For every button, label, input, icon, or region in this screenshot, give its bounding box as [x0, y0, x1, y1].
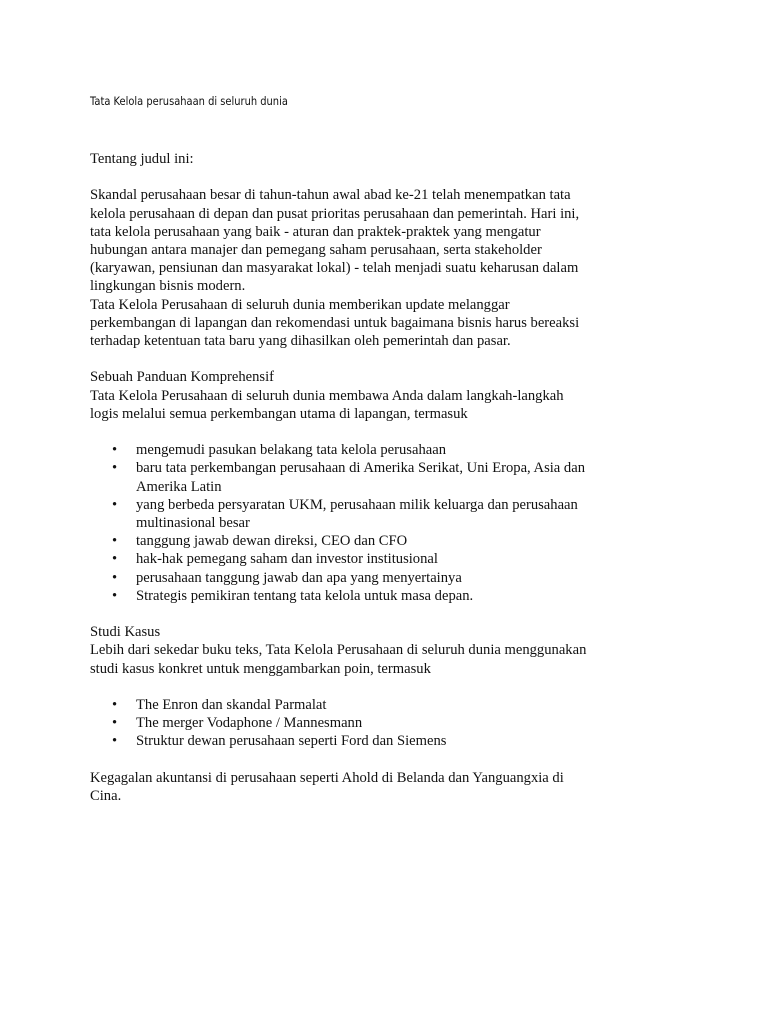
document-title: Tata Kelola perusahaan di seluruh dunia — [90, 94, 288, 108]
list-item-text: yang berbeda persyaratan UKM, perusahaan milik keluarga dan perusahaan — [136, 496, 578, 513]
list-item-text: tanggung jawab dewan direksi, CEO dan CFO — [136, 533, 408, 550]
list-item-text: hak-hak pemegang saham dan investor institusional — [136, 551, 438, 568]
list-item-text: baru tata perkembangan perusahaan di Amerika Serikat, Uni Eropa, Asia dan — [136, 460, 586, 477]
bullet-marker: • — [112, 715, 118, 732]
list-item-text: Amerika Latin — [136, 478, 222, 495]
bullet-marker: • — [112, 587, 118, 604]
intro-paragraph-1 — [90, 186, 620, 295]
intro-paragraph-2 — [90, 296, 620, 351]
list-item-text: The Enron dan skandal Parmalat — [136, 697, 327, 714]
text-line: Cina. — [90, 788, 122, 805]
bullet-marker: • — [112, 460, 118, 477]
guide-heading: Sebuah Panduan Komprehensif — [90, 369, 275, 386]
bullet-marker: • — [112, 697, 118, 714]
list-item-text: Strategis pemikiran tentang tata kelola untuk masa depan. — [136, 587, 474, 604]
case-bullet-list — [90, 696, 620, 751]
text-line: Lebih dari sekedar buku teks, Tata Kelola Perusahaan di seluruh dunia menggunakan — [90, 642, 587, 659]
text-line: tata kelola perusahaan yang baik - aturan dan praktek-praktek yang mengatur — [90, 223, 541, 240]
closing-paragraph — [90, 769, 620, 805]
list-item — [90, 550, 620, 568]
list-item — [90, 459, 620, 495]
document-body — [90, 150, 620, 805]
list-item — [90, 441, 620, 459]
about-heading: Tentang judul ini: — [90, 151, 194, 167]
bullet-marker: • — [112, 533, 118, 550]
list-item-text: perusahaan tanggung jawab dan apa yang menyertainya — [136, 569, 462, 586]
list-item — [90, 587, 620, 605]
list-item — [90, 532, 620, 550]
text-line: perkembangan di lapangan dan rekomendasi untuk bagaimana bisnis harus bereaksi — [90, 314, 580, 331]
guide-bullet-list — [90, 441, 620, 605]
text-line: Kegagalan akuntansi di perusahaan seperti Ahold di Belanda dan Yanguangxia di — [90, 769, 564, 786]
list-item-text: Struktur dewan perusahaan seperti Ford dan Siemens — [136, 733, 447, 750]
text-line: studi kasus konkret untuk menggambarkan poin, termasuk — [90, 660, 431, 677]
bullet-marker: • — [112, 569, 118, 586]
text-line: Tata Kelola Perusahaan di seluruh dunia membawa Anda dalam langkah-langkah — [90, 387, 564, 404]
guide-intro — [90, 387, 620, 423]
list-item-text: mengemudi pasukan belakang tata kelola perusahaan — [136, 442, 446, 459]
case-heading: Studi Kasus — [90, 624, 161, 641]
bullet-marker: • — [112, 442, 118, 459]
text-line: lingkungan bisnis modern. — [90, 278, 246, 295]
list-item — [90, 569, 620, 587]
bullet-marker: • — [112, 733, 118, 750]
text-line: Skandal perusahaan besar di tahun-tahun awal abad ke-21 telah menempatkan tata — [90, 187, 571, 204]
list-item — [90, 496, 620, 532]
list-item-text: multinasional besar — [136, 515, 250, 532]
text-line: Tata Kelola Perusahaan di seluruh dunia memberikan update melanggar — [90, 296, 510, 313]
list-item-text: The merger Vodaphone / Mannesmann — [136, 715, 363, 732]
text-line: logis melalui semua perkembangan utama di lapangan, termasuk — [90, 405, 468, 422]
bullet-marker: • — [112, 496, 118, 513]
list-item — [90, 696, 620, 714]
bullet-marker: • — [112, 551, 118, 568]
list-item — [90, 714, 620, 732]
text-line: kelola perusahaan di depan dan pusat prioritas perusahaan dan pemerintah. Hari ini, — [90, 205, 580, 222]
case-intro — [90, 641, 620, 677]
list-item — [90, 732, 620, 750]
text-line: hubungan antara manajer dan pemegang saham perusahaan, serta stakeholder — [90, 242, 542, 258]
text-line: (karyawan, pensiunan dan masyarakat lokal) - telah menjadi suatu keharusan dalam — [90, 260, 579, 277]
text-line: terhadap ketentuan tata baru yang dihasilkan oleh pemerintah dan pasar. — [90, 333, 511, 350]
